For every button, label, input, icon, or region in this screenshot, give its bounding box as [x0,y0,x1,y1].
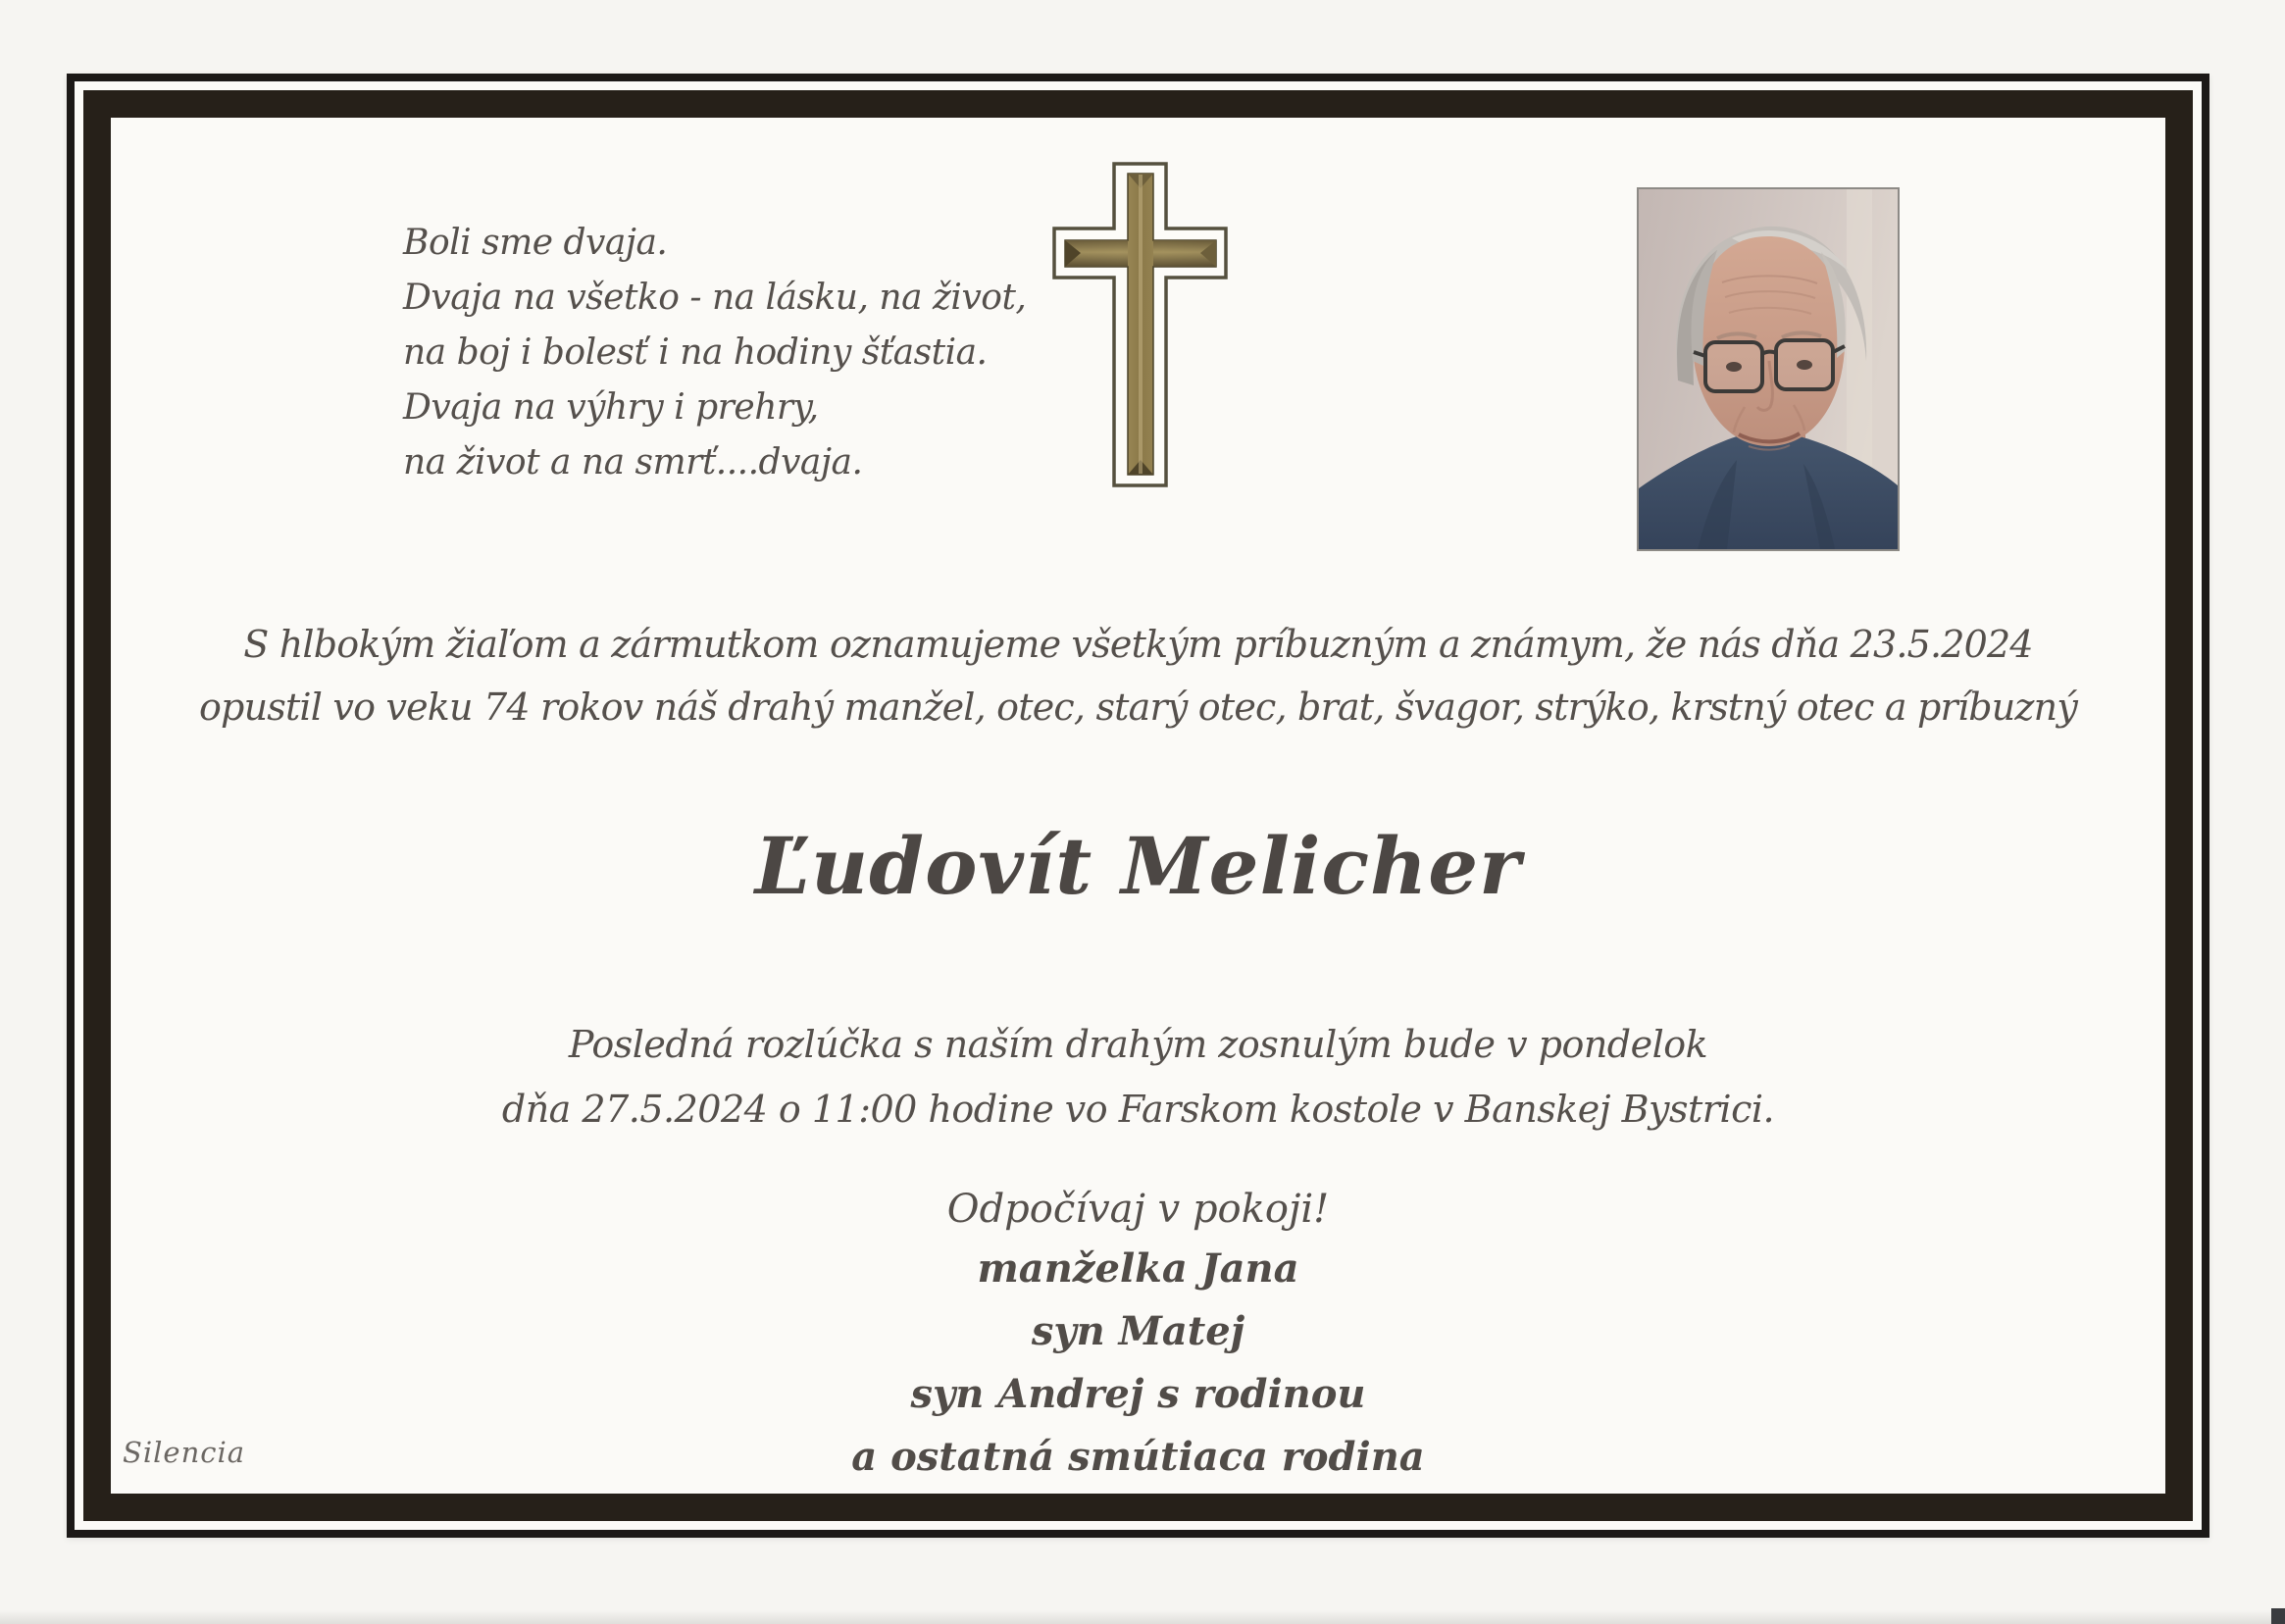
obituary-card [67,74,2209,1538]
mourner-line: syn Matej [1031,1308,1245,1354]
farewell-line: Odpočívaj v pokoji! [946,1187,1330,1232]
funeral-line-1: Posledná rozlúčka s naším drahým zosnulým bude v pondelok [568,1023,1708,1066]
scan-edge-shadow [0,1610,2285,1624]
portrait-photo-of-deceased [1637,187,1900,551]
mourners-list [111,1238,2165,1489]
scan-corner-mark [2271,1608,2285,1624]
mourner-line: syn Andrej s rodinou [910,1371,1366,1417]
poem-line: Dvaja na všetko - na lásku, na život, [403,278,1027,318]
poem-line: Dvaja na výhry i prehry, [403,387,819,428]
inner-black-frame [83,90,2193,1521]
memorial-poem [403,216,1026,490]
silencia-watermark: Silencia [123,1436,246,1469]
funeral-line-2: dňa 27.5.2024 o 11:00 hodine vo Farskom kostole v Banskej Bystrici. [501,1088,1775,1131]
poem-line: Boli sme dvaja. [403,223,668,263]
announcement-line-2: opustil vo veku 74 rokov náš drahý manžel, otec, starý otec, brat, švagor, strýko, krstný otec a príbuzný [198,685,2077,729]
poem-line: na boj i bolesť i na hodiny šťastia. [403,332,988,373]
announcement-line-1: S hlbokým žiaľom a zármutkom oznamujeme všetkým príbuzným a známym, že nás dňa 23.5.2024 [243,623,2033,666]
christian-cross-icon [1045,161,1228,488]
card-content [111,118,2165,1494]
mourner-line: a ostatná smútiaca rodina [851,1434,1425,1480]
mourner-line: manželka Jana [977,1245,1299,1292]
deceased-name: Ľudovít Melicher [754,820,1522,912]
poem-line: na život a na smrť....dvaja. [403,442,863,482]
